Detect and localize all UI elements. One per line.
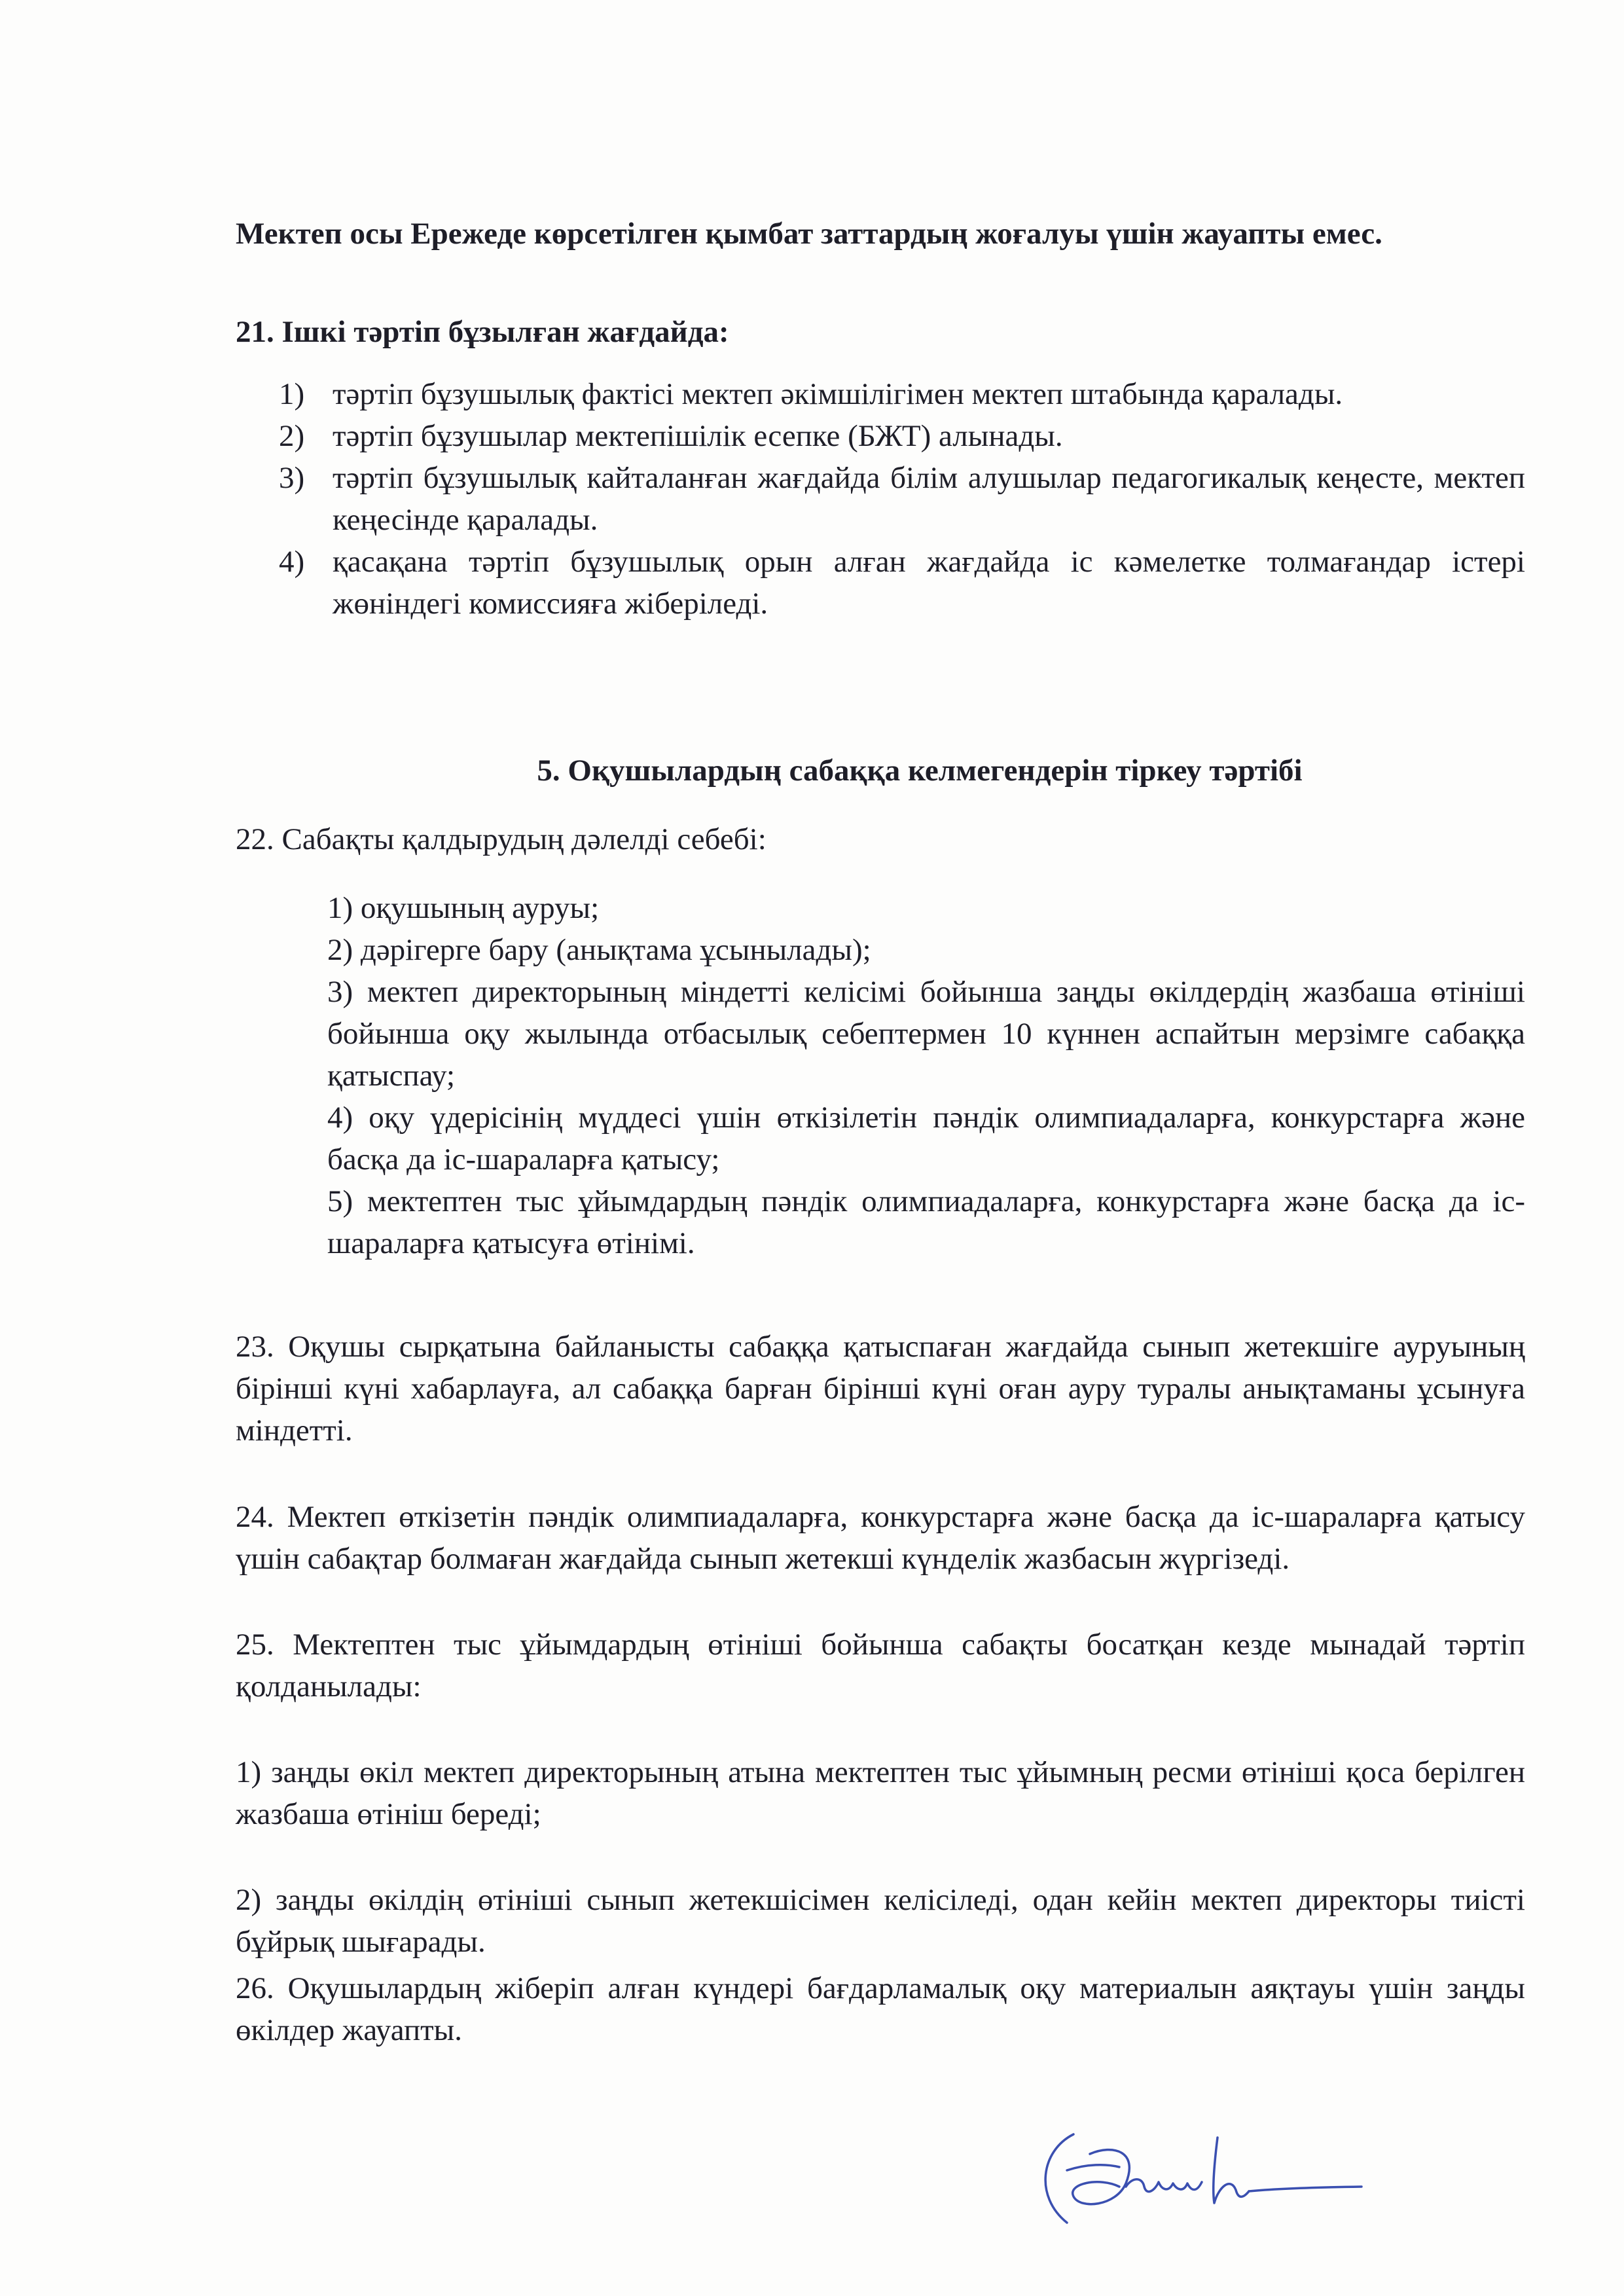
list-item-number: 3) bbox=[279, 461, 305, 495]
list-item-number: 2) bbox=[279, 419, 305, 453]
paragraph-26: 26. Оқушылардың жіберіп алған күндері бағдарламалық оқу материалын аяқтауы үшін заңды өкілдер жауапты. bbox=[236, 1971, 1525, 2047]
list-item-number: 1) bbox=[279, 377, 305, 411]
paragraph-25-title: 25. Мектептен тыс ұйымдардың өтініші бойынша сабақты босатқан кезде мынадай тәртіп қолданылады: bbox=[236, 1628, 1525, 1704]
paragraph-23: 23. Оқушы сырқатына байланысты сабаққа қатыспаған жағдайда сынып жетекшіге ауруының бірінші күні хабарлауға, ал сабаққа барған бірінші күні оған ауру туралы анықтаманы ұсынуға міндетті. bbox=[236, 1330, 1525, 1448]
list-item-text: қасақана тәртіп бұзушылық орын алған жағдайда іс кәмелетке толмағандар істері жөніндегі комиссияға жіберіледі. bbox=[333, 545, 1525, 621]
list-item: 3) мектеп директорының міндетті келісімі бойынша заңды өкілдердің жазбаша өтініші бойынша оқу жылында отбасылық себептермен 10 күннен аспайтын мерзімге сабаққа қатыспау; bbox=[327, 975, 1525, 1093]
paragraph-25-item-1: 1) заңды өкіл мектеп директорының атына мектептен тыс ұйымның ресми өтініші қоса берілген жазбаша өтініш береді; bbox=[236, 1755, 1525, 1831]
list-item bbox=[236, 541, 1525, 625]
list-item: 4) оқу үдерісінің мүддесі үшін өткізілетін пәндік олимпиадаларға, конкурстарға және басқа да іс-шараларға қатысу; bbox=[327, 1101, 1525, 1176]
paragraph-22-title: 22. Сабақты қалдырудың дәлелді себебі: bbox=[236, 822, 767, 856]
list-item bbox=[236, 373, 1525, 415]
list-item-text: тәртіп бұзушылар мектепішілік есепке (БЖТ) алынады. bbox=[333, 419, 1063, 453]
liability-paragraph: Мектеп осы Ережеде көрсетілген қымбат заттардың жоғалуы үшін жауапты емес. bbox=[236, 217, 1382, 251]
paragraph-21-title: 21. Ішкі тәртіп бұзылған жағдайда: bbox=[236, 315, 729, 349]
list-item: 2) дәрігерге бару (анықтама ұсынылады); bbox=[327, 933, 871, 967]
paragraph-25-item-2: 2) заңды өкілдің өтініші сынып жетекшісімен келісіледі, одан кейін мектеп директоры тиісті бұйрық шығарады. bbox=[236, 1883, 1525, 1959]
list-item-number: 4) bbox=[279, 545, 305, 579]
section-5-heading: 5. Оқушылардың сабаққа келмегендерін тіркеу тәртібі bbox=[537, 754, 1303, 788]
list-item bbox=[236, 457, 1525, 541]
list-item: 5) мектептен тыс ұйымдардың пәндік олимпиадаларға, конкурстарға және басқа да іс-шараларға қатысуға өтінімі. bbox=[327, 1184, 1525, 1260]
paragraph-24: 24. Мектеп өткізетін пәндік олимпиадаларға, конкурстарға және басқа да іс-шараларға қатысу үшін сабақтар болмаған жағдайда сынып жетекші күнделік жазбасын жүргізеді. bbox=[236, 1500, 1525, 1576]
list-21 bbox=[236, 373, 1525, 625]
list-item-text: тәртіп бұзушылық фактісі мектеп әкімшілігімен мектеп штабында қаралады. bbox=[333, 377, 1343, 411]
signature bbox=[1028, 2124, 1368, 2229]
list-item-text: тәртіп бұзушылық кайталанған жағдайда білім алушылар педагогикалық кеңесте, мектеп кеңесінде қаралады. bbox=[333, 461, 1525, 537]
list-22 bbox=[236, 887, 1525, 1264]
list-item: 1) оқушының ауруы; bbox=[327, 891, 600, 925]
list-item bbox=[236, 415, 1525, 457]
